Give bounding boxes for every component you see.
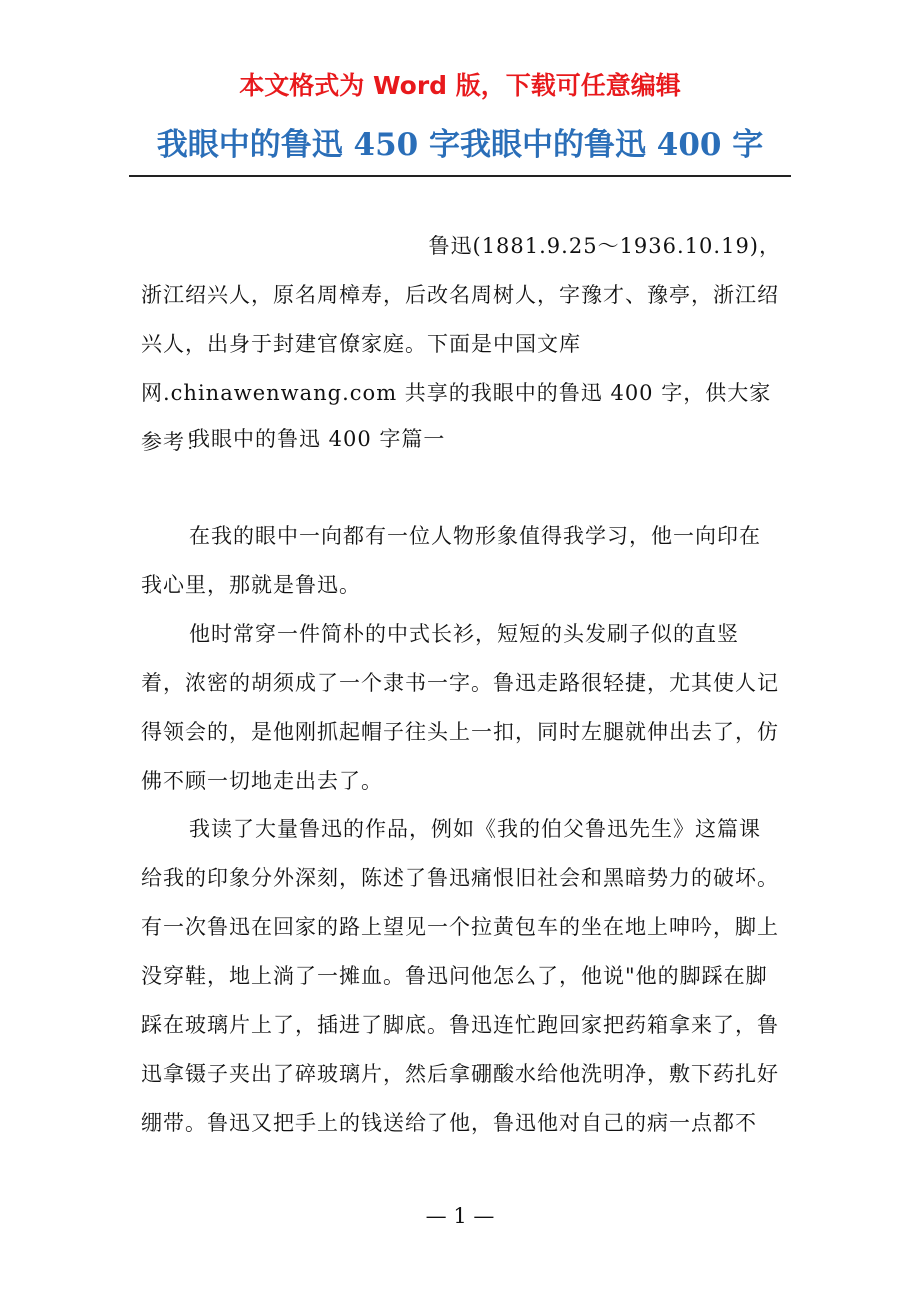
body-paragraph: 我读了大量鲁迅的作品，例如《我的伯父鲁迅先生》这篇课给我的印象分外深刻，陈述了鲁迅痛恨旧社会和黑暗势力的破坏。有一次鲁迅在回家的路上望见一个拉黄包车的坐在地上呻吟，脚上没穿鞋，地上淌了一摊血。鲁迅问他怎么了，他说"他的脚踩在脚踩在玻璃片上了，插进了脚底。鲁迅连忙跑回家把药箱拿来了，鲁迅拿镊子夹出了碎玻璃片，然后拿硼酸水给他洗明净，敷下药扎好绷带。鲁迅又把手上的钱送给了他，鲁迅他对自己的病一点都不	[141, 817, 779, 1135]
body-paragraph: 在我的眼中一向都有一位人物形象值得我学习，他一向印在我心里，那就是鲁迅。	[141, 524, 761, 597]
intro-body: 浙江绍兴人，原名周樟寿，后改名周树人，字豫才、豫亭，浙江绍兴人，出身于封建官僚家庭。下面是中国文库网.chinawenwang.com 共享的我眼中的鲁迅 400 字，供大家参考！	[141, 283, 779, 454]
document-title: 我眼中的鲁迅 450 字我眼中的鲁迅 400 字	[156, 127, 764, 163]
body-paragraph: 他时常穿一件简朴的中式长衫，短短的头发刷子似的直竖着，浓密的胡须成了一个隶书一字。鲁迅走路很轻捷，尤其使人记得领会的，是他刚抓起帽子往头上一扣，同时左腿就伸出去了，仿佛不顾一切地走出去了。	[141, 622, 779, 793]
page-number: — 1 —	[425, 1204, 495, 1228]
edit-notice-banner: 本文格式为 Word 版，下载可任意编辑	[239, 71, 681, 100]
section-heading: 我眼中的鲁迅 400 字篇一	[189, 427, 446, 451]
intro-first-line: 鲁迅(1881.9.25～1936.10.19)，	[428, 234, 781, 258]
title-underline-divider	[129, 175, 791, 177]
